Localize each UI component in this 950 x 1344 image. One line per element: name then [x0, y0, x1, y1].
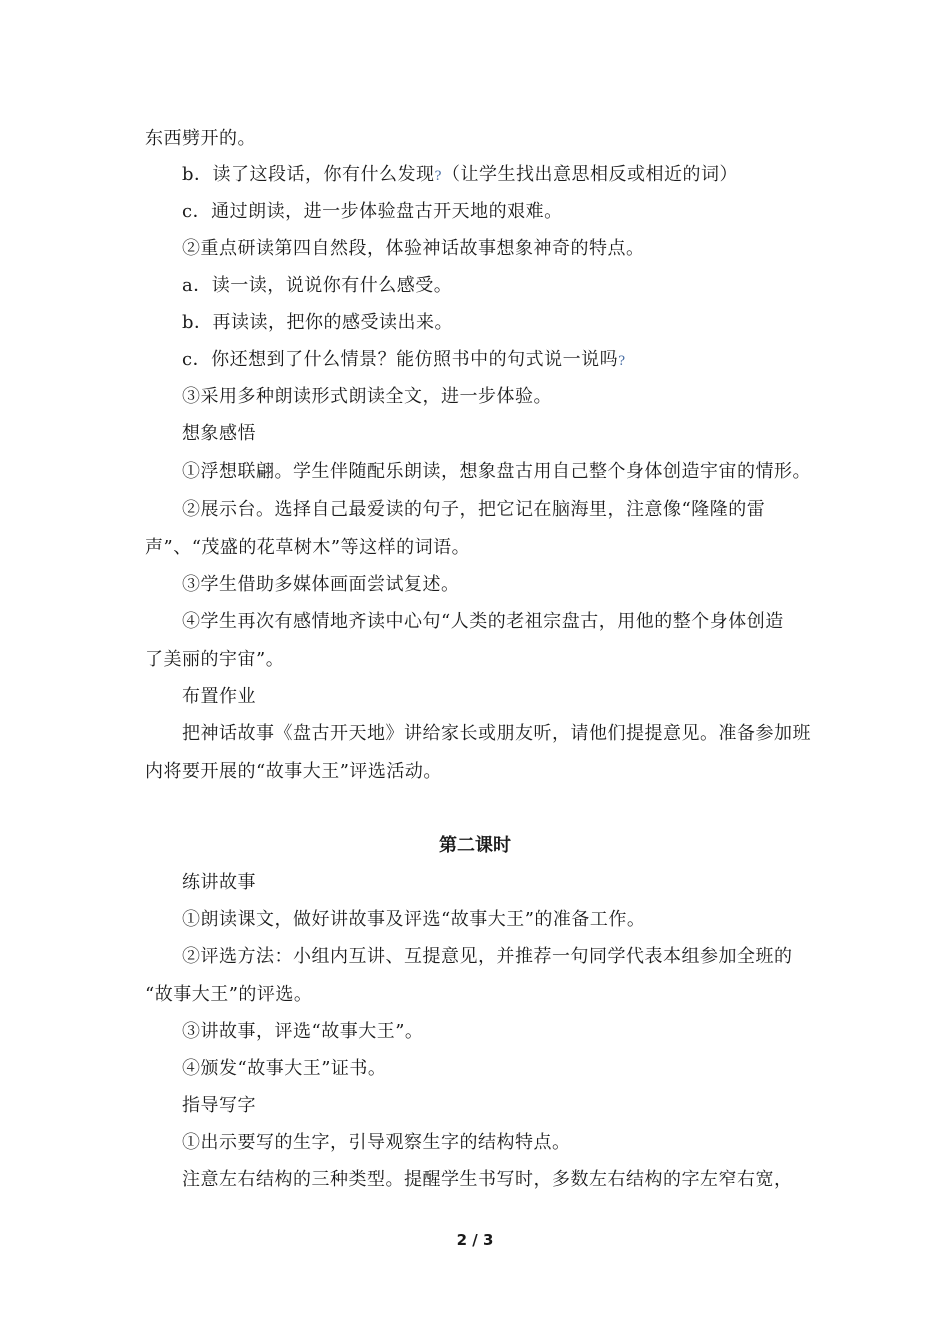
- text-line: ③讲故事，评选“故事大王”。: [182, 1021, 424, 1042]
- text-line: ①出示要写的生字，引导观察生字的结构特点。: [182, 1132, 571, 1153]
- text-line: 指导写字: [182, 1095, 256, 1116]
- text-line: ①朗读课文，做好讲故事及评选“故事大王”的准备工作。: [182, 909, 646, 930]
- question-mark: ?: [618, 354, 626, 369]
- text-line: [182, 163, 852, 189]
- text-line: c．通过朗读，进一步体验盘古开天地的艰难。: [182, 201, 563, 222]
- text-line: ②重点研读第四自然段，体验神话故事想象神奇的特点。: [182, 238, 645, 259]
- text-line: 声”、“茂盛的花草树木”等这样的词语。: [145, 537, 471, 558]
- text-line: [182, 348, 852, 374]
- text-line: ②评选方法：小组内互讲、互提意见，并推荐一句同学代表本组参加全班的: [182, 946, 793, 967]
- text-line: ③学生借助多媒体画面尝试复述。: [182, 574, 460, 595]
- text-line: 注意左右结构的三种类型。提醒学生书写时，多数左右结构的字左窄右宽，: [182, 1169, 793, 1190]
- text-line: ②展示台。选择自己最爱读的句子，把它记在脑海里，注意像“隆隆的雷: [182, 499, 766, 520]
- text-span: （让学生找出意思相反或相近的词）: [442, 164, 739, 185]
- text-line: b．再读读，把你的感受读出来。: [182, 312, 454, 333]
- text-line: 练讲故事: [182, 872, 256, 893]
- text-line: 把神话故事《盘古开天地》讲给家长或朋友听，请他们提提意见。准备参加班: [182, 723, 811, 744]
- text-line: “故事大王”的评选。: [145, 984, 313, 1005]
- text-line: 了美丽的宇宙”。: [145, 649, 285, 670]
- question-mark: ?: [434, 169, 443, 184]
- section-heading: 第二课时: [439, 835, 511, 856]
- text-line: 东西劈开的。: [145, 128, 256, 149]
- text-span: b．读了这段话，你有什么发现: [182, 164, 435, 185]
- text-line: ③采用多种朗读形式朗读全文，进一步体验。: [182, 386, 552, 407]
- text-line: ①浮想联翩。学生伴随配乐朗读，想象盘古用自己整个身体创造宇宙的情形。: [182, 461, 811, 482]
- text-line: ④颁发“故事大王”证书。: [182, 1058, 387, 1079]
- text-line: 布置作业: [182, 686, 256, 707]
- page-number: 2 / 3: [456, 1231, 494, 1249]
- text-span: c．你还想到了什么情景？能仿照书中的句式说一说吗: [182, 349, 619, 370]
- text-line: a．读一读，说说你有什么感受。: [182, 275, 453, 296]
- text-line: 内将要开展的“故事大王”评选活动。: [145, 761, 442, 782]
- text-line: 想象感悟: [182, 423, 256, 444]
- text-line: ④学生再次有感情地齐读中心句“人类的老祖宗盘古，用他的整个身体创造: [182, 611, 784, 632]
